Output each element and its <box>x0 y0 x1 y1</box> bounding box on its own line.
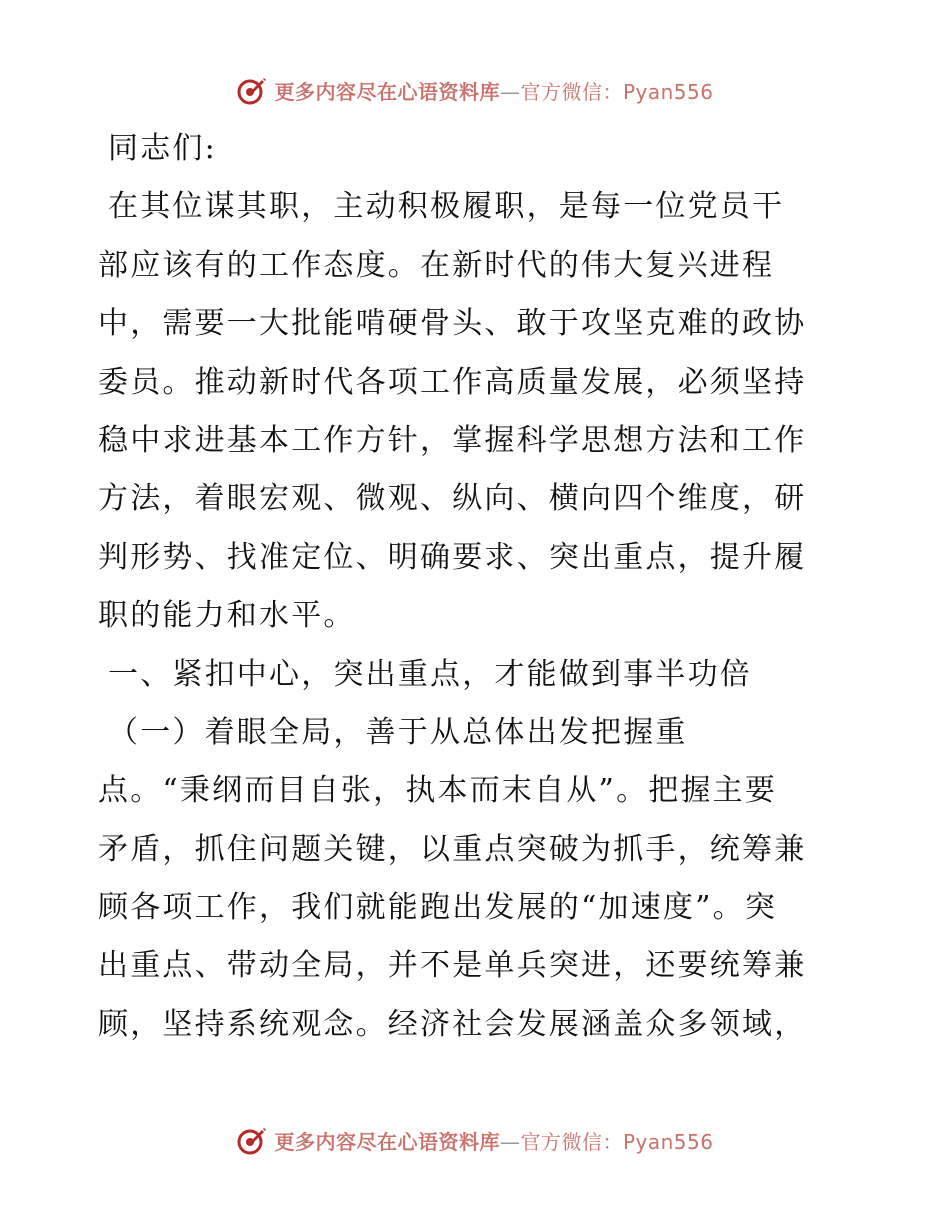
footer-banner-account-text: 官方微信：Pyan556 <box>520 1129 714 1154</box>
section-heading: 一、紧扣中心，突出重点，才能做到事半功倍 <box>108 656 752 692</box>
header-watermark-banner <box>0 73 950 107</box>
header-banner-main-text: 更多内容尽在心语资料库 <box>274 79 500 104</box>
paragraph-line: 出重点、带动全局，并不是单兵突进，还要统筹兼 <box>98 948 807 984</box>
paragraph-line: 判形势、找准定位、明确要求、突出重点，提升履 <box>98 539 807 575</box>
paragraph-line: 方法，着眼宏观、微观、纵向、横向四个维度，研 <box>98 481 807 517</box>
paragraph-line: 职的能力和水平。 <box>98 598 356 634</box>
header-banner-account-text: 官方微信：Pyan556 <box>520 79 714 104</box>
pen-logo-icon <box>236 74 268 106</box>
paragraph-line: 在其位谋其职，主动积极履职，是每一位党员干 <box>108 189 785 225</box>
footer-watermark-banner <box>0 1123 950 1157</box>
footer-banner-main-text: 更多内容尽在心语资料库 <box>274 1129 500 1154</box>
header-banner-separator: — <box>499 79 521 104</box>
paragraph-line: 部应该有的工作态度。在新时代的伟大复兴进程 <box>98 247 775 283</box>
subsection-heading-line: （一）着眼全局，善于从总体出发把握重 <box>108 714 688 750</box>
paragraph-line: 中，需要一大批能啃硬骨头、敢于攻坚克难的政协 <box>98 306 807 342</box>
salutation-line: 同志们: <box>108 131 217 166</box>
paragraph-line: 委员。推动新时代各项工作高质量发展，必须坚持 <box>98 364 807 400</box>
footer-banner-separator: — <box>499 1129 521 1154</box>
pen-logo-icon <box>236 1124 268 1156</box>
paragraph-line: 顾，坚持系统观念。经济社会发展涵盖众多领域， <box>98 1006 807 1042</box>
paragraph-line: 矛盾，抓住问题关键，以重点突破为抓手，统筹兼 <box>98 831 807 867</box>
paragraph-line: 稳中求进基本工作方针，掌握科学思想方法和工作 <box>98 422 807 458</box>
paragraph-line: 点。“秉纲而目自张，执本而末自从”。把握主要 <box>98 773 778 809</box>
document-body <box>98 120 858 1054</box>
paragraph-line: 顾各项工作，我们就能跑出发展的“加速度”。突 <box>98 890 778 926</box>
